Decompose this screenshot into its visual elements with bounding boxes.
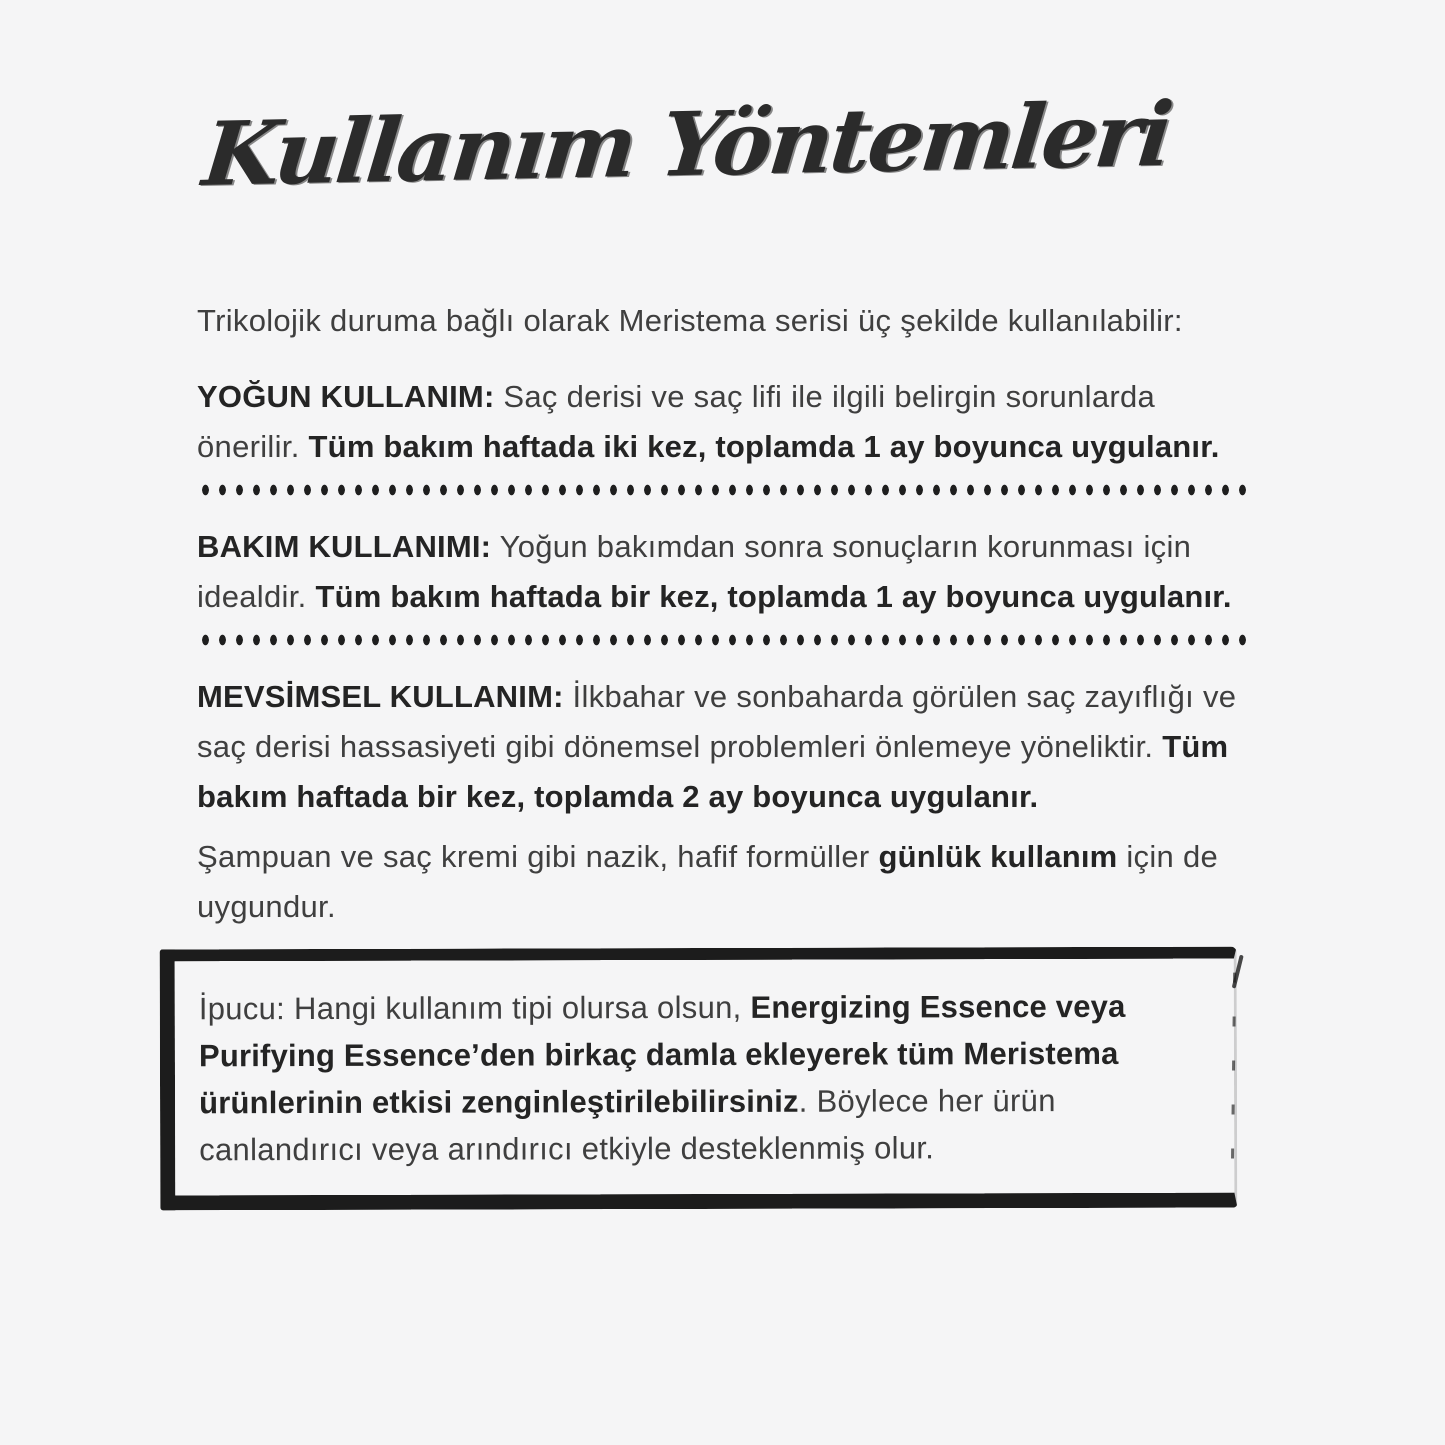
text-run: . Böylece her ürün canlandırıcı veya arındırıcı etkiyle desteklenmiş olur.	[199, 1083, 1056, 1168]
section-bakim-kullanimi	[197, 522, 1257, 622]
text-run: Yoğun bakımdan sonra sonuçların korunması için idealdir.	[197, 529, 1192, 614]
tip-box	[160, 947, 1238, 1211]
text-run: İlkbahar ve sonbaharda görülen saç zayıflığı ve saç derisi hassasiyeti gibi dönemsel problemleri önlemeye yöneliktir.	[197, 679, 1237, 764]
emphasis-text-run: günlük kullanım	[878, 839, 1118, 874]
emphasis-text-run: Tüm bakım haftada bir kez, toplamda 1 ay boyunca uygulanır.	[315, 579, 1232, 614]
emphasis-text-run: YOĞUN KULLANIM:	[197, 379, 495, 414]
tip-box-sketch-edge	[1231, 973, 1236, 1175]
dotted-divider	[197, 634, 1249, 646]
content-column	[197, 0, 1257, 1209]
emphasis-text-run: Tüm bakım haftada bir kez, toplamda 2 ay boyunca uygulanır.	[197, 729, 1229, 814]
section-yogun-kullanim	[197, 372, 1257, 472]
section-mevsimsel-kullanim	[197, 672, 1257, 822]
text-run: Şampuan ve saç kremi gibi nazik, hafif formüller	[197, 839, 879, 874]
page-title: Kullanım Yöntemleri	[198, 81, 1175, 207]
intro-paragraph: Trikolojik duruma bağlı olarak Meristema serisi üç şekilde kullanılabilir:	[197, 303, 1183, 338]
daily-use-note	[197, 832, 1257, 932]
text-run: İpucu: Hangi kullanım tipi olursa olsun,	[198, 989, 751, 1027]
emphasis-text-run: BAKIM KULLANIMI:	[197, 529, 492, 564]
tip-text	[199, 983, 1198, 1174]
emphasis-text-run: MEVSİMSEL KULLANIM:	[197, 679, 564, 714]
dotted-divider	[197, 484, 1249, 496]
emphasis-text-run: Tüm bakım haftada iki kez, toplamda 1 ay boyunca uygulanır.	[308, 429, 1220, 464]
text-run: Saç derisi ve saç lifi ile ilgili belirgin sorunlarda önerilir.	[197, 379, 1156, 464]
emphasis-text-run: Energizing Essence veya Purifying Essence’den birkaç damla ekleyerek tüm Meristema ürünlerinin etkisi zenginleştirilebilirsiniz	[198, 988, 1126, 1121]
tip-box-brush-mark	[1232, 955, 1244, 989]
text-run: için de uygundur.	[197, 839, 1219, 924]
